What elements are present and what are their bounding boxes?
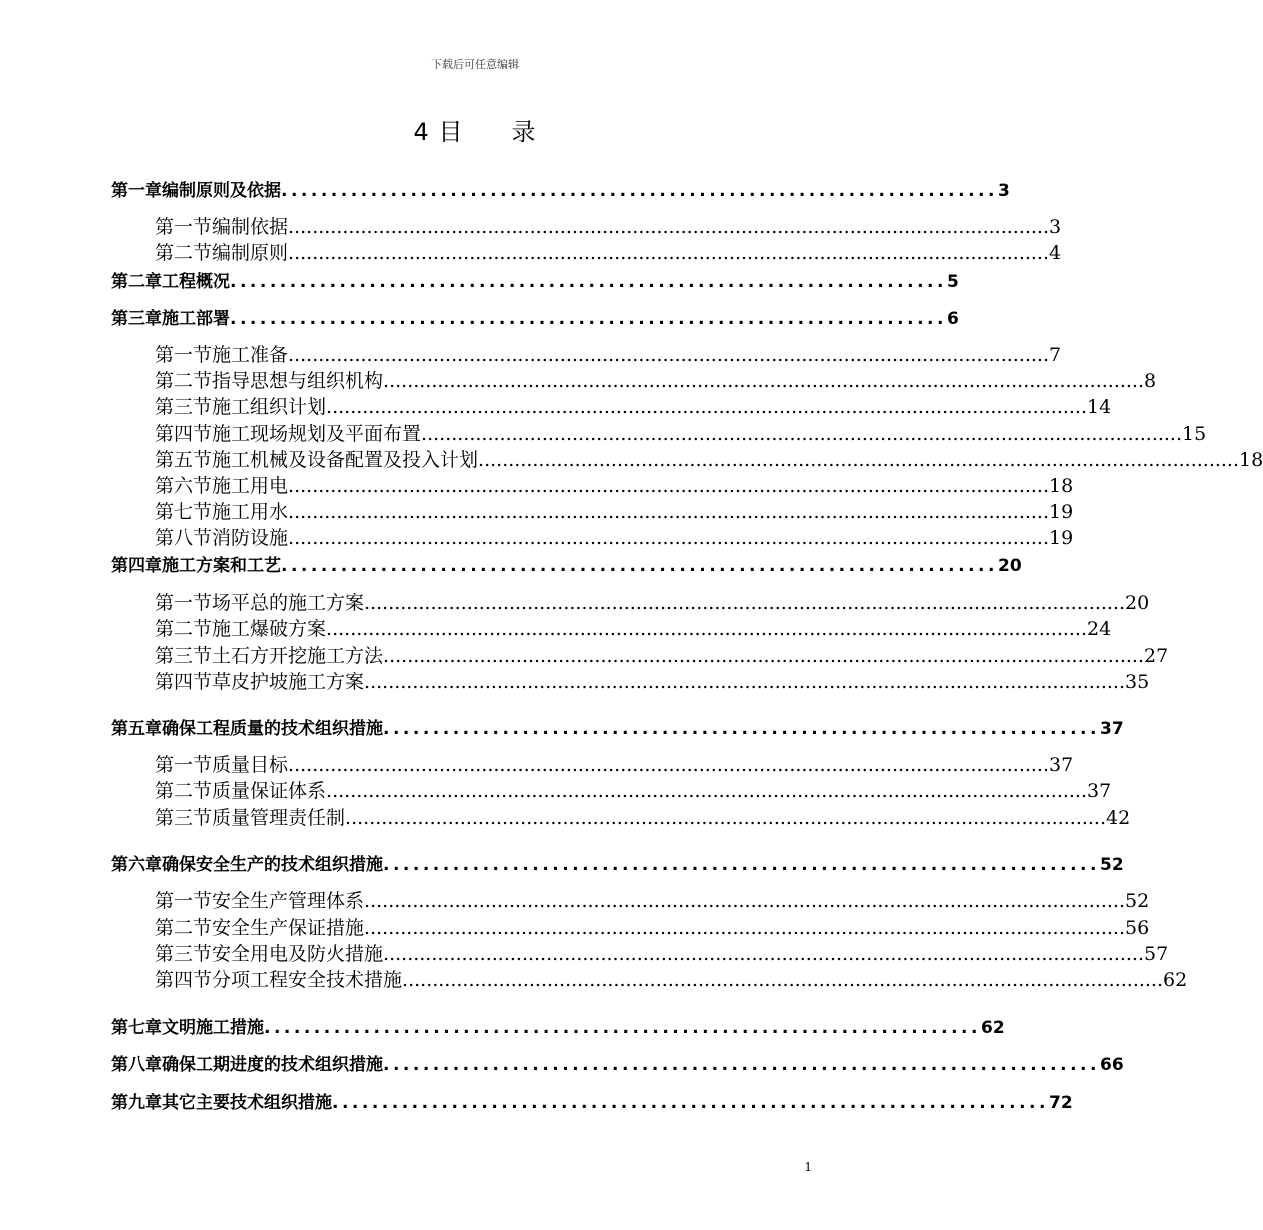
toc-page-number: 52 [1125, 890, 1150, 912]
toc-page-number: 14 [1087, 396, 1112, 418]
toc-chapter[interactable]: 第八章 确保工期进度的技术组织措施 ........................................................................ 66 [111, 1050, 800, 1075]
toc-section-label: 第八节 [155, 527, 213, 549]
toc-chapter[interactable]: 第三章 施工部署 ........................................................................ 6 [111, 304, 800, 329]
toc-section[interactable]: 第一节 场平总的施工方案 .............................................................................................................................. 20 [155, 588, 808, 615]
toc-chapter-label: 第八章 [111, 1055, 162, 1075]
toc-section[interactable]: 第一节 编制依据 .............................................................................................................................. 3 [155, 212, 808, 239]
toc-chapter-label: 第三章 [111, 309, 162, 329]
toc-section-label: 第二节 [155, 780, 213, 802]
toc-section-label: 第三节 [155, 645, 213, 667]
title-prefix: 4 目 [413, 118, 464, 146]
toc-page-number: 19 [1049, 527, 1074, 549]
toc-page-number: 5 [946, 272, 959, 292]
toc-section-title: 草皮护坡施工方案 [212, 671, 365, 693]
toc-chapter-title: 施工方案和工艺 [162, 556, 281, 576]
toc-page-number: 62 [980, 1018, 1005, 1038]
toc-chapter-title: 工程概况 [162, 272, 230, 292]
toc-section[interactable]: 第三节 安全用电及防火措施 .............................................................................................................................. 57 [155, 939, 808, 966]
toc-page-number: 35 [1125, 671, 1150, 693]
toc-chapter-title: 施工部署 [162, 309, 230, 329]
toc-page-number: 19 [1049, 501, 1074, 523]
toc-chapter-label: 第六章 [111, 855, 162, 875]
toc-section[interactable]: 第三节 施工组织计划 .............................................................................................................................. 14 [155, 392, 808, 419]
toc-page-number: 52 [1099, 855, 1124, 875]
toc-section[interactable]: 第二节 施工爆破方案 .............................................................................................................................. 24 [155, 614, 808, 641]
toc-page-number: 66 [1099, 1055, 1124, 1075]
toc-section-title: 质量管理责任制 [212, 807, 346, 829]
toc-section[interactable]: 第二节 质量保证体系 .............................................................................................................................. 37 [155, 776, 808, 803]
header-note: 下载后可任意编辑 [431, 58, 519, 71]
toc-chapter[interactable]: 第四章 施工方案和工艺 ........................................................................ 20 [111, 551, 800, 576]
toc-page-number: 42 [1106, 807, 1131, 829]
toc-section[interactable]: 第二节 安全生产保证措施 .............................................................................................................................. 56 [155, 913, 808, 940]
toc-section[interactable]: 第四节 施工现场规划及平面布置 .............................................................................................................................. 15 [155, 419, 808, 446]
title-suffix: 录 [511, 118, 537, 146]
toc-chapter[interactable]: 第九章 其它主要技术组织措施 ........................................................................ 72 [111, 1088, 800, 1113]
toc-section-label: 第三节 [155, 396, 213, 418]
toc-section-title: 安全用电及防火措施 [212, 943, 384, 965]
toc-page-number: 37 [1049, 754, 1074, 776]
toc-page-number: 57 [1144, 943, 1169, 965]
toc-section-title: 施工爆破方案 [212, 618, 327, 640]
toc-chapter-title: 确保工程质量的技术组织措施 [162, 719, 383, 739]
toc-section[interactable]: 第一节 安全生产管理体系 .............................................................................................................................. 52 [155, 886, 808, 913]
toc-section-label: 第二节 [155, 370, 213, 392]
toc-chapter-title: 文明施工措施 [162, 1018, 264, 1038]
toc-section-label: 第一节 [155, 592, 213, 614]
toc-page-number: 15 [1182, 423, 1207, 445]
toc-chapter-title: 确保安全生产的技术组织措施 [162, 855, 383, 875]
toc-chapter-label: 第一章 [111, 181, 162, 201]
toc-section-title: 施工机械及设备配置及投入计划 [212, 449, 479, 471]
toc-chapter[interactable]: 第六章 确保安全生产的技术组织措施 ........................................................................ 52 [111, 850, 800, 875]
toc-page-number: 3 [997, 181, 1010, 201]
toc-page-number: 24 [1087, 618, 1112, 640]
toc-section-label: 第五节 [155, 449, 213, 471]
toc-section-title: 安全生产保证措施 [212, 917, 365, 939]
toc-page-number: 27 [1144, 645, 1169, 667]
toc-section-label: 第四节 [155, 423, 213, 445]
toc-page-number: 20 [997, 556, 1022, 576]
toc-section-title: 指导思想与组织机构 [212, 370, 384, 392]
toc-section-title: 分项工程安全技术措施 [212, 969, 403, 991]
toc-section-label: 第六节 [155, 475, 213, 497]
toc-chapter[interactable]: 第七章 文明施工措施 ........................................................................ 62 [111, 1013, 800, 1038]
toc-chapter-label: 第七章 [111, 1018, 162, 1038]
toc-page-number: 7 [1049, 344, 1062, 366]
toc-section-title: 施工准备 [212, 344, 289, 366]
toc-section[interactable]: 第六节 施工用电 .............................................................................................................................. 18 [155, 471, 808, 498]
toc-chapter-title: 编制原则及依据 [162, 181, 281, 201]
toc-section[interactable]: 第一节 施工准备 .............................................................................................................................. 7 [155, 340, 808, 367]
toc-section-label: 第二节 [155, 618, 213, 640]
toc-section[interactable]: 第四节 草皮护坡施工方案 .............................................................................................................................. 35 [155, 667, 808, 694]
toc-page-number: 4 [1049, 242, 1062, 264]
toc-section-title: 施工组织计划 [212, 396, 327, 418]
toc-section[interactable]: 第二节 指导思想与组织机构 .............................................................................................................................. 8 [155, 366, 808, 393]
toc-section-title: 场平总的施工方案 [212, 592, 365, 614]
toc-section-label: 第三节 [155, 943, 213, 965]
toc-chapter-label: 第九章 [111, 1093, 162, 1113]
toc-section-title: 编制依据 [212, 216, 289, 238]
toc-section[interactable]: 第一节 质量目标 .............................................................................................................................. 37 [155, 750, 808, 777]
toc-section-label: 第一节 [155, 216, 213, 238]
toc-chapter[interactable]: 第一章 编制原则及依据 ........................................................................ 3 [111, 176, 800, 201]
toc-chapter[interactable]: 第二章 工程概况 ........................................................................ 5 [111, 267, 800, 292]
toc-page-number: 8 [1144, 370, 1157, 392]
toc-page-number: 3 [1049, 216, 1062, 238]
toc-chapter-title: 确保工期进度的技术组织措施 [162, 1055, 383, 1075]
toc-section[interactable]: 第五节 施工机械及设备配置及投入计划 .............................................................................................................................. 18 [155, 445, 808, 472]
toc-section-title: 质量目标 [212, 754, 289, 776]
toc-page-number: 18 [1049, 475, 1074, 497]
toc-page-number: 72 [1048, 1093, 1073, 1113]
toc-section-label: 第三节 [155, 807, 213, 829]
page-number: 1 [804, 1160, 812, 1174]
toc-section-label: 第四节 [155, 969, 213, 991]
toc-section[interactable]: 第八节 消防设施 .............................................................................................................................. 19 [155, 523, 808, 550]
toc-section-title: 土石方开挖施工方法 [212, 645, 384, 667]
toc-section-label: 第一节 [155, 344, 213, 366]
toc-section-title: 安全生产管理体系 [212, 890, 365, 912]
toc-section[interactable]: 第三节 质量管理责任制 .............................................................................................................................. 42 [155, 803, 808, 830]
toc-section-title: 施工用电 [212, 475, 289, 497]
toc-chapter-label: 第五章 [111, 719, 162, 739]
toc-section-title: 施工用水 [212, 501, 289, 523]
toc-section-label: 第一节 [155, 754, 213, 776]
toc-page-number: 56 [1125, 917, 1150, 939]
toc-page-number: 62 [1163, 969, 1188, 991]
toc-section[interactable]: 第三节 土石方开挖施工方法 .............................................................................................................................. 27 [155, 641, 808, 668]
toc-section[interactable]: 第七节 施工用水 .............................................................................................................................. 19 [155, 497, 808, 524]
toc-chapter-label: 第二章 [111, 272, 162, 292]
toc-section-label: 第二节 [155, 917, 213, 939]
toc-section-title: 施工现场规划及平面布置 [212, 423, 422, 445]
toc-section-label: 第二节 [155, 242, 213, 264]
toc-section-label: 第七节 [155, 501, 213, 523]
toc-page-number: 37 [1087, 780, 1112, 802]
toc-page-number: 6 [946, 309, 959, 329]
toc-chapter-label: 第四章 [111, 556, 162, 576]
toc-section-title: 消防设施 [212, 527, 289, 549]
toc-chapter[interactable]: 第五章 确保工程质量的技术组织措施 ........................................................................ 37 [111, 714, 800, 739]
toc-section-label: 第一节 [155, 890, 213, 912]
toc-section-title: 质量保证体系 [212, 780, 327, 802]
toc-page-number: 18 [1239, 449, 1263, 471]
toc-section[interactable]: 第二节 编制原则 .............................................................................................................................. 4 [155, 238, 808, 265]
page-title [0, 112, 950, 147]
toc-section-title: 编制原则 [212, 242, 289, 264]
toc-page-number: 37 [1099, 719, 1124, 739]
toc-section[interactable]: 第四节 分项工程安全技术措施 .............................................................................................................................. 62 [155, 965, 808, 992]
toc-page-number: 20 [1125, 592, 1150, 614]
toc-section-label: 第四节 [155, 671, 213, 693]
toc-chapter-title: 其它主要技术组织措施 [162, 1093, 332, 1113]
